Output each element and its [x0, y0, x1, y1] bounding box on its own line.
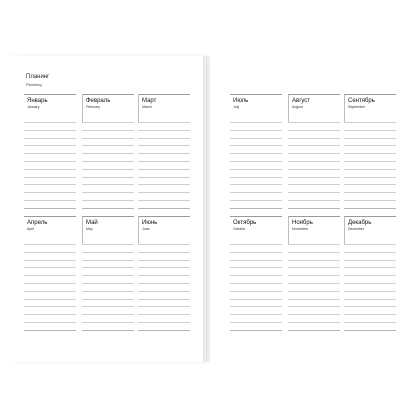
ruled-line — [138, 177, 190, 178]
ruled-line — [138, 161, 190, 162]
ruled-line — [24, 283, 76, 284]
ruled-line — [288, 306, 340, 307]
ruled-line — [138, 252, 190, 253]
ruled-line — [230, 314, 282, 315]
ruled-line — [24, 161, 76, 162]
ruled-line — [288, 184, 340, 185]
ruled-line — [344, 330, 396, 331]
ruled-line — [24, 153, 76, 154]
ruled-line — [82, 291, 134, 292]
ruled-line — [344, 275, 396, 276]
ruled-line — [82, 252, 134, 253]
ruled-line — [230, 330, 282, 331]
writing-lines — [288, 244, 340, 338]
month-name-ru: Май — [86, 220, 98, 226]
month-name-en: February — [86, 105, 101, 109]
ruled-line — [138, 322, 190, 323]
ruled-line — [230, 260, 282, 261]
ruled-line — [344, 177, 396, 178]
ruled-line — [288, 122, 340, 123]
ruled-line — [288, 192, 340, 193]
ruled-line — [24, 275, 76, 276]
ruled-line — [82, 184, 134, 185]
ruled-line — [344, 260, 396, 261]
right-page — [210, 56, 406, 362]
ruled-line — [288, 275, 340, 276]
month-november — [288, 216, 340, 338]
ruled-line — [138, 130, 190, 131]
page-title — [26, 74, 49, 88]
writing-lines — [24, 244, 76, 338]
ruled-line — [288, 252, 340, 253]
ruled-line — [24, 267, 76, 268]
ruled-line — [82, 330, 134, 331]
month-march — [138, 94, 190, 216]
ruled-line — [82, 122, 134, 123]
writing-lines — [138, 122, 190, 216]
ruled-line — [230, 244, 282, 245]
ruled-line — [230, 322, 282, 323]
ruled-line — [138, 208, 190, 209]
ruled-line — [288, 200, 340, 201]
month-january — [24, 94, 76, 216]
month-group-2 — [24, 216, 194, 338]
ruled-line — [138, 267, 190, 268]
ruled-line — [344, 322, 396, 323]
ruled-line — [230, 283, 282, 284]
month-name-en: November — [292, 227, 309, 231]
ruled-line — [344, 122, 396, 123]
month-name-ru: Июнь — [142, 220, 158, 226]
ruled-line — [230, 275, 282, 276]
left-page — [10, 56, 206, 362]
ruled-line — [230, 200, 282, 201]
ruled-line — [24, 314, 76, 315]
ruled-line — [24, 200, 76, 201]
ruled-line — [138, 192, 190, 193]
ruled-line — [288, 291, 340, 292]
ruled-line — [82, 260, 134, 261]
ruled-line — [82, 169, 134, 170]
writing-lines — [24, 122, 76, 216]
ruled-line — [230, 299, 282, 300]
ruled-line — [82, 322, 134, 323]
ruled-line — [344, 306, 396, 307]
ruled-line — [82, 192, 134, 193]
ruled-line — [138, 314, 190, 315]
month-name-ru: Июль — [233, 98, 249, 104]
month-september — [344, 94, 396, 216]
ruled-line — [288, 138, 340, 139]
month-name-en: September — [348, 105, 366, 109]
month-name-en: October — [233, 227, 246, 231]
ruled-line — [138, 138, 190, 139]
ruled-line — [138, 244, 190, 245]
ruled-line — [24, 306, 76, 307]
ruled-line — [24, 169, 76, 170]
ruled-line — [82, 153, 134, 154]
ruled-line — [344, 299, 396, 300]
month-name-en: July — [233, 105, 240, 109]
ruled-line — [138, 291, 190, 292]
month-february — [82, 94, 134, 216]
ruled-line — [288, 130, 340, 131]
ruled-line — [24, 244, 76, 245]
ruled-line — [24, 260, 76, 261]
ruled-line — [82, 267, 134, 268]
ruled-line — [230, 153, 282, 154]
ruled-line — [288, 299, 340, 300]
month-name-en: June — [142, 227, 150, 231]
ruled-line — [344, 252, 396, 253]
ruled-line — [288, 208, 340, 209]
ruled-line — [230, 208, 282, 209]
ruled-line — [24, 177, 76, 178]
ruled-line — [24, 252, 76, 253]
month-group-1 — [24, 94, 194, 216]
ruled-line — [82, 314, 134, 315]
month-name-en: December — [348, 227, 365, 231]
ruled-line — [138, 169, 190, 170]
month-name-ru: Март — [142, 98, 157, 104]
ruled-line — [82, 138, 134, 139]
ruled-line — [344, 130, 396, 131]
ruled-line — [82, 208, 134, 209]
ruled-line — [24, 208, 76, 209]
ruled-line — [24, 330, 76, 331]
month-name-ru: Апрель — [27, 220, 48, 226]
ruled-line — [288, 145, 340, 146]
planning-title-en: Planning — [26, 82, 42, 87]
ruled-line — [82, 283, 134, 284]
ruled-line — [344, 161, 396, 162]
ruled-line — [344, 145, 396, 146]
ruled-line — [344, 153, 396, 154]
ruled-line — [138, 145, 190, 146]
ruled-line — [288, 260, 340, 261]
ruled-line — [230, 177, 282, 178]
month-name-ru: Август — [292, 98, 311, 104]
ruled-line — [344, 200, 396, 201]
ruled-line — [82, 177, 134, 178]
month-name-en: August — [292, 105, 303, 109]
ruled-line — [24, 192, 76, 193]
month-april — [24, 216, 76, 338]
month-name-ru: Декабрь — [348, 220, 372, 226]
ruled-line — [138, 283, 190, 284]
ruled-line — [230, 192, 282, 193]
month-name-ru: Октябрь — [233, 220, 257, 226]
month-name-ru: Ноябрь — [292, 220, 313, 226]
writing-lines — [82, 244, 134, 338]
month-group-3 — [230, 94, 400, 216]
ruled-line — [344, 291, 396, 292]
ruled-line — [230, 252, 282, 253]
ruled-line — [24, 322, 76, 323]
writing-lines — [230, 244, 282, 338]
month-may — [82, 216, 134, 338]
ruled-line — [138, 299, 190, 300]
ruled-line — [82, 244, 134, 245]
month-name-ru: Январь — [27, 98, 48, 104]
ruled-line — [24, 145, 76, 146]
ruled-line — [82, 275, 134, 276]
ruled-line — [230, 130, 282, 131]
ruled-line — [230, 267, 282, 268]
writing-lines — [288, 122, 340, 216]
ruled-line — [24, 122, 76, 123]
month-name-ru: Февраль — [86, 98, 111, 104]
ruled-line — [82, 130, 134, 131]
ruled-line — [230, 169, 282, 170]
ruled-line — [82, 145, 134, 146]
writing-lines — [230, 122, 282, 216]
ruled-line — [230, 138, 282, 139]
ruled-line — [344, 192, 396, 193]
ruled-line — [24, 291, 76, 292]
ruled-line — [288, 244, 340, 245]
ruled-line — [288, 330, 340, 331]
ruled-line — [230, 122, 282, 123]
month-name-en: April — [27, 227, 35, 231]
ruled-line — [138, 260, 190, 261]
month-name-ru: Сентябрь — [348, 98, 375, 104]
ruled-line — [138, 200, 190, 201]
month-august — [288, 94, 340, 216]
month-name-en: May — [86, 227, 93, 231]
ruled-line — [138, 306, 190, 307]
ruled-line — [24, 138, 76, 139]
ruled-line — [288, 153, 340, 154]
ruled-line — [344, 138, 396, 139]
ruled-line — [230, 184, 282, 185]
ruled-line — [288, 322, 340, 323]
month-name-en: March — [142, 105, 152, 109]
ruled-line — [288, 283, 340, 284]
ruled-line — [344, 314, 396, 315]
month-october — [230, 216, 282, 338]
ruled-line — [82, 299, 134, 300]
month-june — [138, 216, 190, 338]
ruled-line — [230, 306, 282, 307]
ruled-line — [288, 314, 340, 315]
ruled-line — [138, 184, 190, 185]
month-december — [344, 216, 396, 338]
ruled-line — [344, 169, 396, 170]
month-july — [230, 94, 282, 216]
ruled-line — [82, 306, 134, 307]
writing-lines — [82, 122, 134, 216]
ruled-line — [230, 291, 282, 292]
ruled-line — [344, 283, 396, 284]
ruled-line — [82, 161, 134, 162]
ruled-line — [288, 177, 340, 178]
ruled-line — [138, 330, 190, 331]
ruled-line — [82, 200, 134, 201]
ruled-line — [288, 267, 340, 268]
ruled-line — [24, 130, 76, 131]
ruled-line — [344, 244, 396, 245]
ruled-line — [288, 169, 340, 170]
month-group-4 — [230, 216, 400, 338]
month-name-en: January — [27, 105, 40, 109]
ruled-line — [138, 153, 190, 154]
writing-lines — [344, 244, 396, 338]
ruled-line — [138, 122, 190, 123]
ruled-line — [344, 184, 396, 185]
ruled-line — [24, 184, 76, 185]
ruled-line — [344, 267, 396, 268]
ruled-line — [288, 161, 340, 162]
writing-lines — [344, 122, 396, 216]
ruled-line — [138, 275, 190, 276]
writing-lines — [138, 244, 190, 338]
ruled-line — [230, 161, 282, 162]
planning-title-ru: Планинг — [26, 74, 50, 80]
ruled-line — [24, 299, 76, 300]
ruled-line — [230, 145, 282, 146]
ruled-line — [344, 208, 396, 209]
